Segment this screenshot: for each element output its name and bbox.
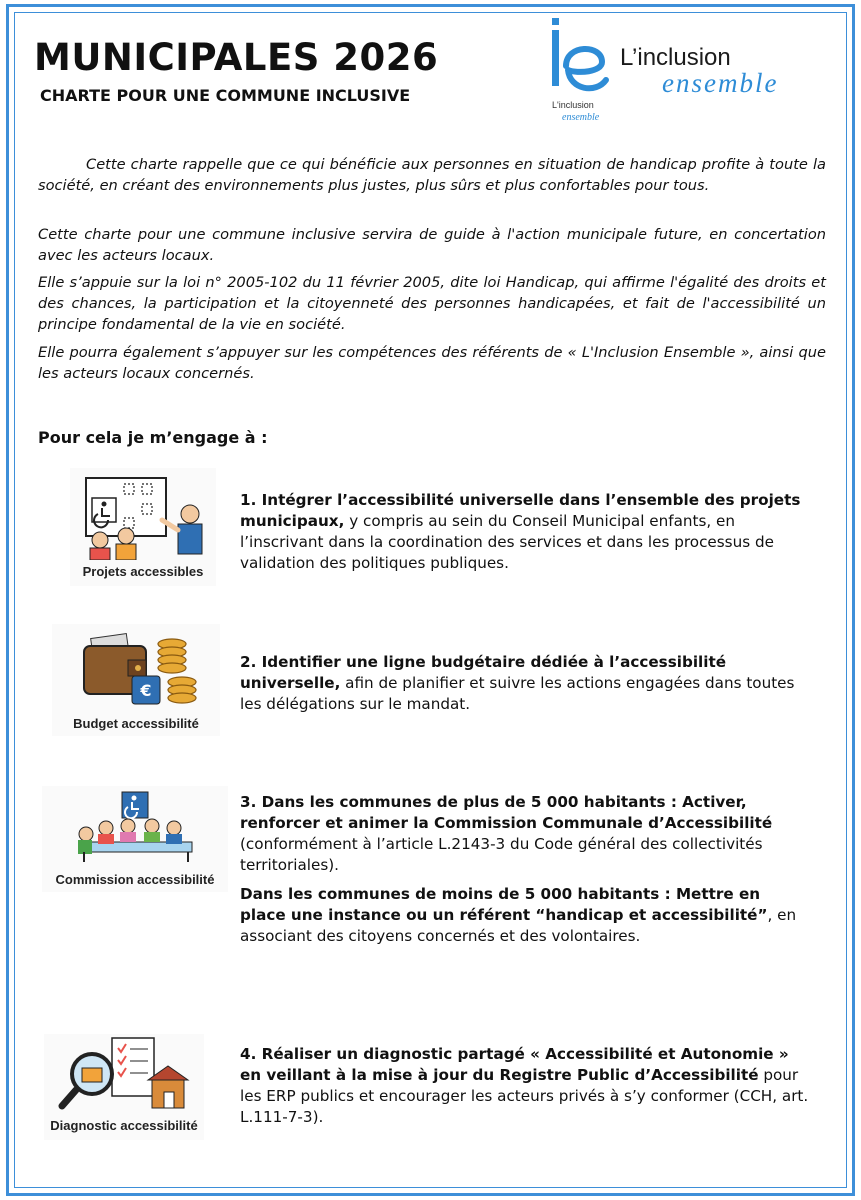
commitment-1-title: 1. Intégrer l’accessibilité universelle dans l’ensemble des projets municipaux,: [240, 491, 801, 530]
brand-script: ensemble: [662, 68, 779, 98]
commitment-2-text: afin de planifier et suivre les actions engagées dans toutes les délégations sur le mandat.: [240, 674, 795, 713]
commitment-3b-title: Dans les communes de moins de 5 000 habitants : Mettre en place une instance ou un référent “handicap et accessibilité”: [240, 885, 768, 924]
brand-wordmark: [616, 44, 806, 104]
budget-card: [52, 624, 220, 736]
commitment-3-title: 3. Dans les communes de plus de 5 000 habitants : Activer, renforcer et animer la Commission Communale d’Accessibilité: [240, 793, 773, 832]
commission-caption: Commission accessibilité: [55, 872, 215, 887]
commitment-2-title: 2. Identifier une ligne budgétaire dédiée à l’accessibilité universelle,: [240, 653, 727, 692]
projects-card: [70, 468, 216, 586]
projects-icon: [78, 474, 210, 560]
commitment-4: [240, 1044, 810, 1128]
page-subtitle: CHARTE POUR UNE COMMUNE INCLUSIVE: [40, 86, 411, 105]
diagnostic-caption: Diagnostic accessibilité: [50, 1118, 198, 1133]
commission-card: [42, 786, 228, 892]
commitment-3b: [240, 884, 810, 947]
commitment-3: [240, 792, 810, 876]
commission-icon: [70, 790, 200, 864]
commitment-4-title: 4. Réaliser un diagnostic partagé « Accessibilité et Autonomie » en veillant à la mise à jour du Registre Public d’Accessibilité: [240, 1045, 789, 1084]
projects-caption: Projets accessibles: [82, 564, 204, 579]
brand-name: L’inclusion: [620, 44, 731, 71]
commitment-1-text: y compris au sein du Conseil Municipal enfants, en l’inscrivant dans la coordination des services et dans les processus de validation des politiques publiques.: [240, 512, 774, 572]
intro-paragraph-3: Elle s’appuie sur la loi n° 2005-102 du 11 février 2005, dite loi Handicap, qui affirme l'égalité des droits et des chances, la participation et la citoyenneté des personnes handicapées, et fait de l'accessibilité un principe fondamental de la vie en société.: [38, 274, 826, 333]
commitment-3b-text: , en associant des citoyens concernés et des volontaires.: [240, 906, 797, 945]
svg-text:€: €: [140, 681, 152, 700]
diagnostic-icon: [58, 1036, 192, 1116]
commitment-4-text: pour les ERP publics et encourager les acteurs privés à s’y conformer (CCH, art. L.111-7-3).: [240, 1066, 809, 1126]
intro-paragraph-2: Cette charte pour une commune inclusive servira de guide à l'action municipale future, en concertation avec les acteurs locaux.: [38, 226, 826, 264]
budget-icon: [76, 630, 200, 710]
diagnostic-card: [44, 1034, 204, 1140]
commitment-1: [240, 490, 810, 574]
page-title: MUNICIPALES 2026: [34, 36, 439, 79]
commitment-2: [240, 652, 810, 715]
intro-paragraph-4: Elle pourra également s’appuyer sur les compétences des référents de « L'Inclusion Ensemble », ainsi que les acteurs locaux concernés.: [38, 344, 826, 382]
logo-mark-caption-1: L'inclusion: [552, 100, 594, 110]
intro-paragraph-1: Cette charte rappelle que ce qui bénéficie aux personnes en situation de handicap profite à toute la société, en créant des environnements plus justes, plus sûrs et plus confortables pour tous.: [38, 156, 826, 194]
inclusion-logo-icon: [546, 14, 612, 126]
commitment-3-text: (conformément à l’article L.2143-3 du Code général des collectivités territoriales).: [240, 835, 763, 874]
engagement-heading: Pour cela je m’engage à :: [38, 428, 268, 447]
budget-caption: Budget accessibilité: [73, 716, 199, 731]
logo-mark-caption-2: ensemble: [562, 112, 600, 123]
